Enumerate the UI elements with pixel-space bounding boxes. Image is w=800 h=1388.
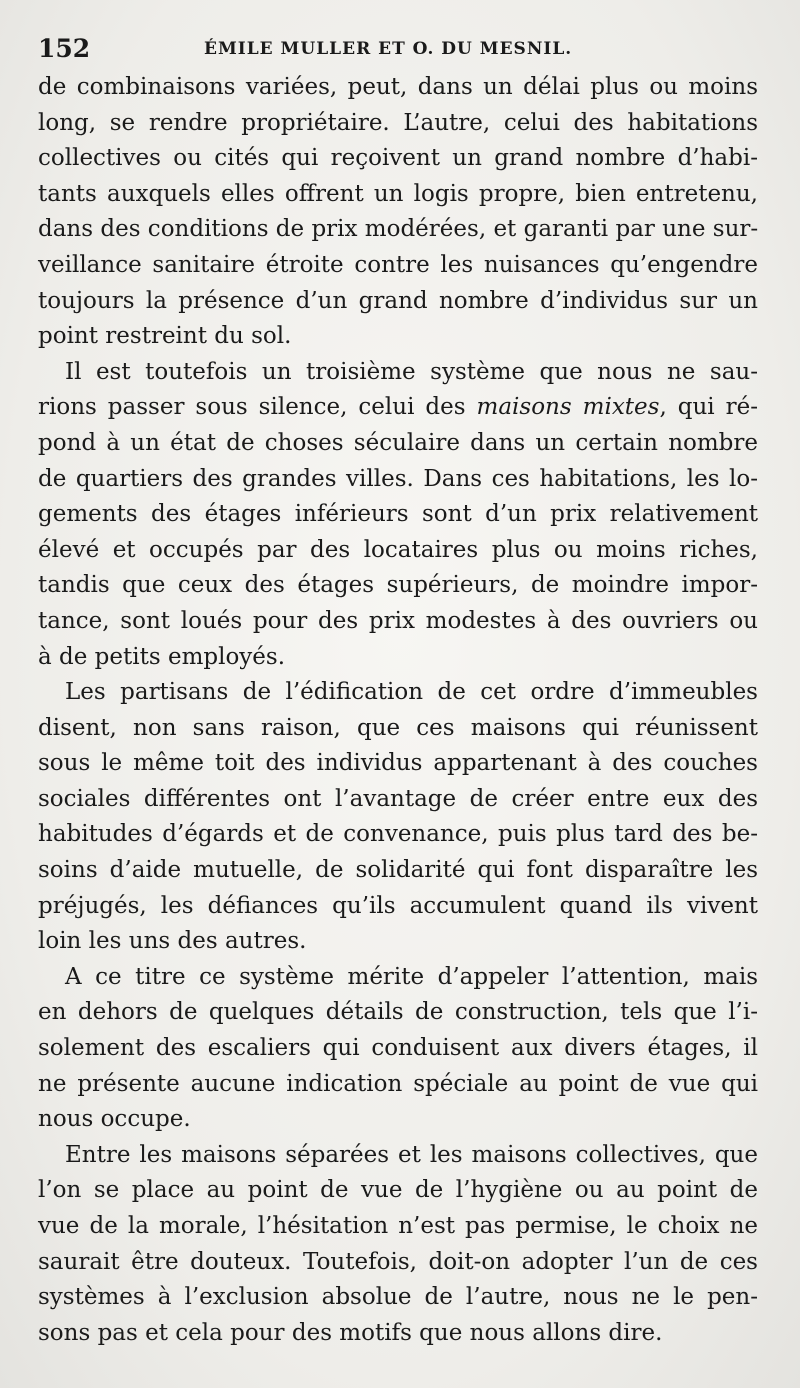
text-line: tants auxquels elles offrent un logis propre, bien entretenu, bbox=[38, 180, 758, 207]
text-line: sous le même toit des individus appartenant à des couches bbox=[38, 750, 758, 777]
text-line: de quartiers des grandes villes. Dans ces habitations, les lo- bbox=[38, 465, 758, 492]
body-text bbox=[38, 70, 758, 1351]
text-line: point restreint du sol. bbox=[38, 323, 292, 350]
text-line: Entre les maisons séparées et les maisons collectives, que bbox=[65, 1141, 758, 1168]
running-head: ÉMILE MULLER ET O. DU MESNIL. bbox=[204, 39, 573, 59]
text-line: sociales différentes ont l’avantage de créer entre eux des bbox=[38, 785, 758, 812]
text-line: collectives ou cités qui reçoivent un grand nombre d’habi- bbox=[38, 145, 758, 172]
text-line: toujours la présence d’un grand nombre d’individus sur un bbox=[38, 287, 758, 314]
text-line: élevé et occupés par des locataires plus ou moins riches, bbox=[38, 536, 758, 563]
text-line: gements des étages inférieurs sont d’un prix relativement bbox=[38, 501, 758, 528]
text-line: Il est toutefois un troisième système que nous ne sau- bbox=[65, 358, 758, 385]
text-line: l’on se place au point de vue de l’hygiène ou au point de bbox=[38, 1177, 758, 1204]
text-line: rions passer sous silence, celui des maisons mixtes, qui ré- bbox=[38, 394, 758, 421]
text-line: long, se rendre propriétaire. L’autre, celui des habitations bbox=[38, 109, 758, 136]
text-line: nous occupe. bbox=[38, 1106, 191, 1133]
text-line: pond à un état de choses séculaire dans un certain nombre bbox=[38, 429, 758, 456]
text-line: ne présente aucune indication spéciale au point de vue qui bbox=[38, 1070, 758, 1097]
text-line: tandis que ceux des étages supérieurs, de moindre impor- bbox=[38, 572, 758, 599]
text-line: Les partisans de l’édification de cet ordre d’immeubles bbox=[65, 679, 758, 706]
text-line: loin les uns des autres. bbox=[38, 928, 307, 955]
text-line: préjugés, les défiances qu’ils accumulent quand ils vivent bbox=[38, 892, 758, 919]
paragraph bbox=[38, 1138, 758, 1352]
paragraph bbox=[38, 70, 758, 355]
text-line: de combinaisons variées, peut, dans un délai plus ou moins bbox=[38, 74, 758, 100]
text-line: veillance sanitaire étroite contre les nuisances qu’engendre bbox=[38, 251, 758, 278]
text-line: disent, non sans raison, que ces maisons qui réunissent bbox=[38, 714, 758, 741]
text-line: en dehors de quelques détails de construction, tels que l’i- bbox=[38, 999, 758, 1026]
page-number: 152 bbox=[38, 34, 91, 63]
text-line: habitudes d’égards et de convenance, puis plus tard des be- bbox=[38, 821, 758, 848]
text-line: dans des conditions de prix modérées, et garanti par une sur- bbox=[38, 216, 759, 243]
page-header bbox=[38, 34, 758, 64]
text-line: sons pas et cela pour des motifs que nous allons dire. bbox=[38, 1319, 663, 1346]
text-line: systèmes à l’exclusion absolue de l’autre, nous ne le pen- bbox=[38, 1284, 758, 1311]
text-line: A ce titre ce système mérite d’appeler l’attention, mais bbox=[65, 963, 758, 990]
text-line: solement des escaliers qui conduisent aux divers étages, il bbox=[38, 1035, 758, 1062]
text-line: saurait être douteux. Toutefois, doit-on adopter l’un de ces bbox=[38, 1248, 758, 1275]
text-line: à de petits employés. bbox=[38, 643, 286, 670]
paragraph bbox=[38, 960, 758, 1138]
text-line: vue de la morale, l’hésitation n’est pas permise, le choix ne bbox=[38, 1213, 758, 1239]
text-line: tance, sont loués pour des prix modestes à des ouvriers ou bbox=[38, 607, 758, 634]
paragraph bbox=[38, 675, 758, 960]
text-line: soins d’aide mutuelle, de solidarité qui font disparaître les bbox=[38, 857, 758, 884]
paragraph bbox=[38, 355, 758, 675]
